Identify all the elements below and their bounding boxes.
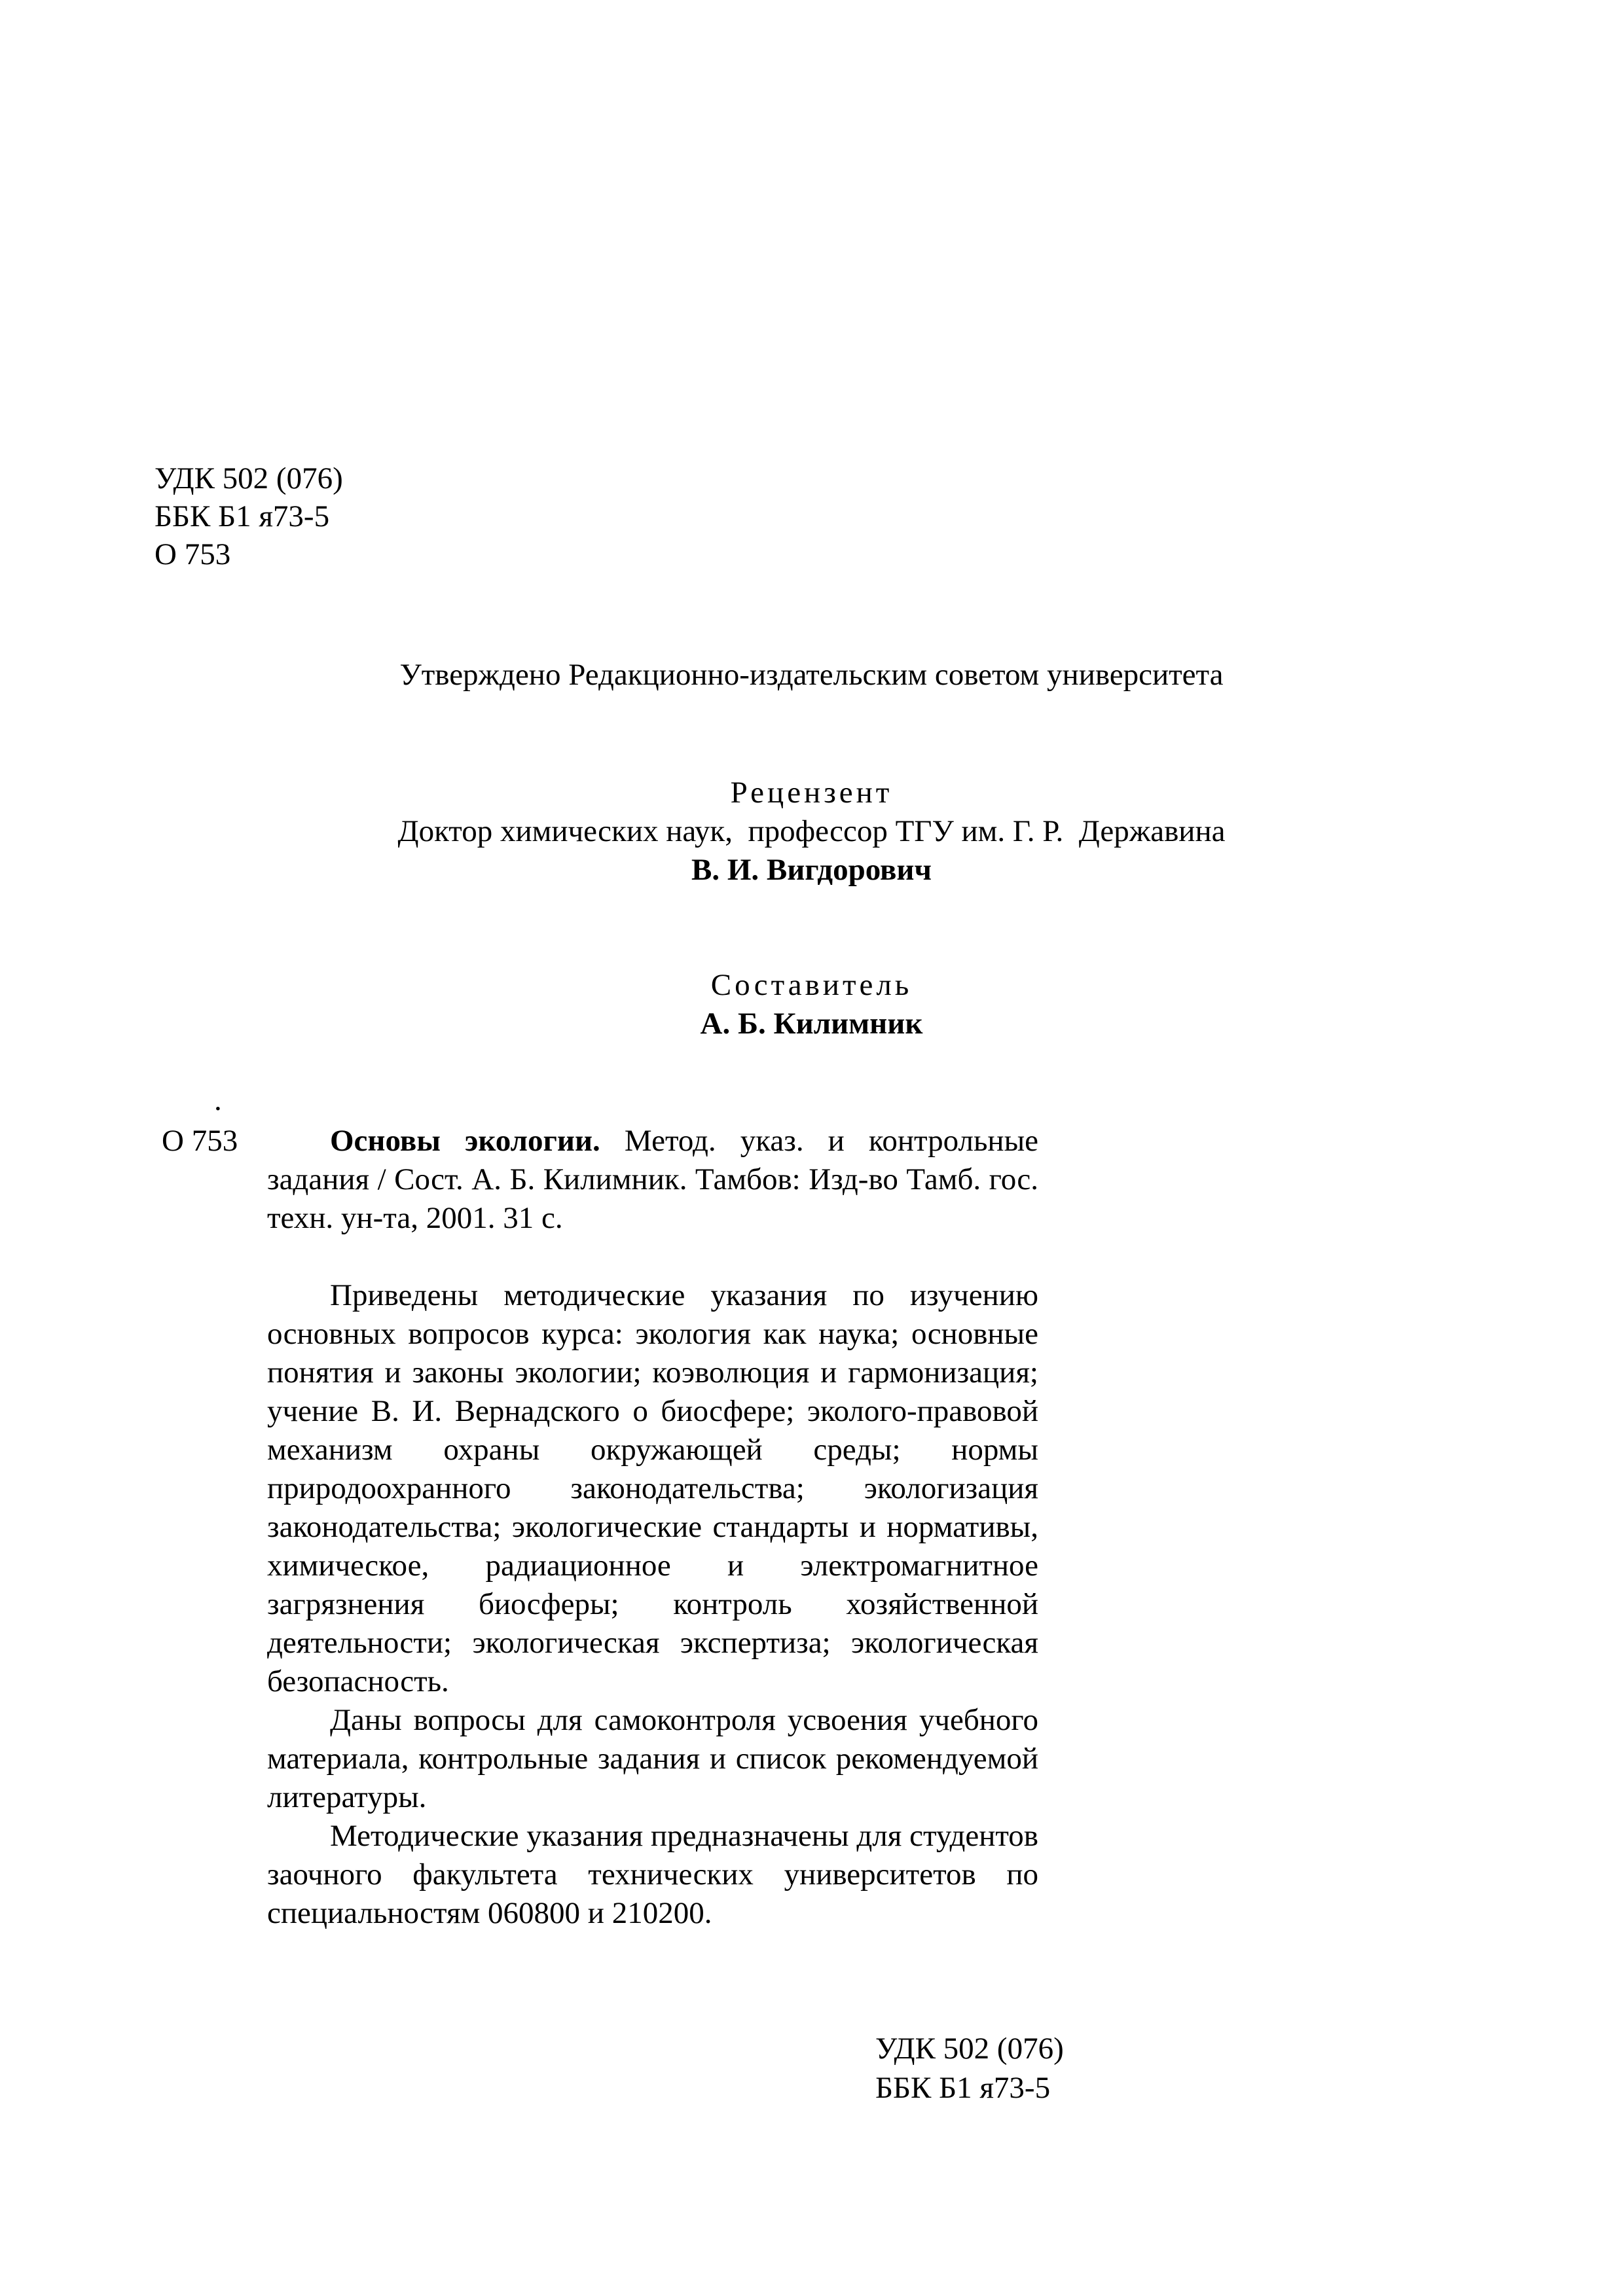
bbk-code: ББК Б1 я73-5 — [155, 499, 330, 533]
reviewer-name: В. И. Вигдорович — [691, 853, 932, 887]
reviewer-title: Доктор химических наук, профессор ТГУ им. Г. Р. Державина — [397, 814, 1226, 848]
udk-code: УДК 502 (076) — [875, 2032, 1064, 2066]
reviewer-heading: Рецензент — [730, 776, 893, 810]
bibliographic-entry — [267, 1122, 1038, 1933]
classification-codes-top — [155, 459, 343, 573]
annotation-paragraph: Приведены методические указания по изучению основных вопросов курса: экология как наука; основные понятия и законы экологии; коэволюция и гармонизация; учение В. И. Вернадского о биосфере; эколого-правовой механизм охраны окружающей среды; нормы природоохранного законодательства; экологизация законодательства; экологические стандарты и нормативы, химическое, радиационное и электромагнитное загрязнения биосферы; контроль хозяйственной деятельности; экологическая экспертиза; экологическая безопасность. — [267, 1278, 1038, 1698]
entry-citation — [267, 1122, 1038, 1238]
reviewer-block — [0, 774, 1623, 889]
entry-code: О 753 — [162, 1124, 238, 1158]
compiler-block — [0, 966, 1623, 1043]
compiler-heading: Составитель — [710, 968, 913, 1002]
annotation-paragraph: Методические указания предназначены для студентов заочного факультета технических университетов по специальностям 060800 и 210200. — [267, 1819, 1038, 1930]
approval-statement: Утверждено Редакционно-издательским советом университета — [399, 658, 1224, 692]
author-mark: О 753 — [155, 537, 231, 571]
entry-title: Основы экологии. — [330, 1124, 600, 1158]
classification-codes-bottom — [875, 2029, 1064, 2108]
compiler-name: А. Б. Килимник — [700, 1007, 923, 1041]
entry-description: Метод. указ. и контрольные задания / Сост. А. Б. Килимник. Тамбов: Изд-во Тамб. гос. техн. ун-та, 2001. 31 с. — [267, 1124, 1039, 1235]
annotation-paragraph: Даны вопросы для самоконтроля усвоения учебного материала, контрольные задания и список рекомендуемой литературы. — [267, 1703, 1038, 1814]
bbk-code: ББК Б1 я73-5 — [875, 2071, 1051, 2105]
udk-code: УДК 502 (076) — [155, 461, 343, 495]
dot-mark: . — [214, 1083, 222, 1117]
